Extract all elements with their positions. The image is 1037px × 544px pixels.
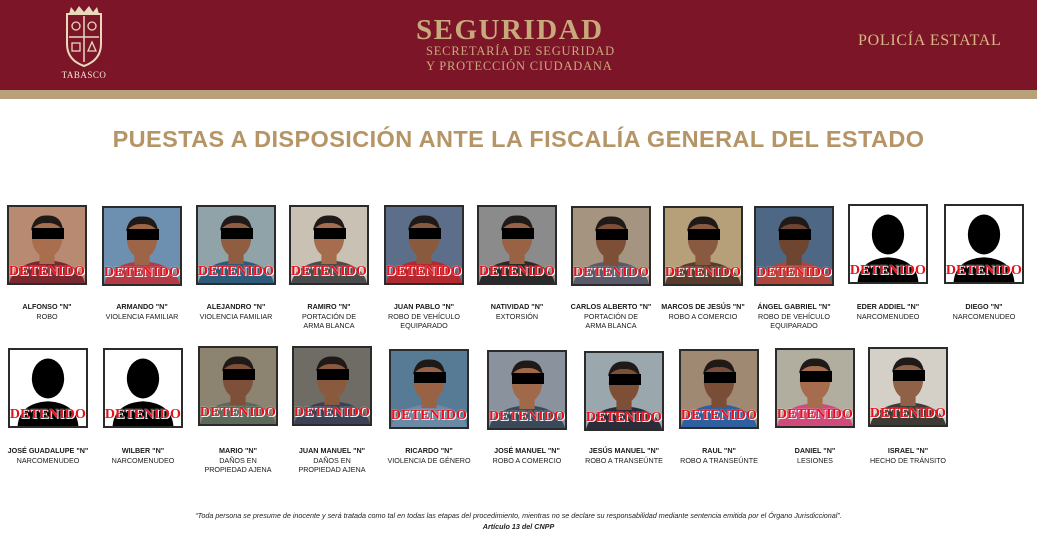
detained-stamp: DETENIDO [197,264,275,279]
detainee-photo [487,350,567,430]
state-name: TABASCO [61,70,107,80]
detainee-charge: PORTACIÓN DE [301,311,357,321]
detained-stamp: DETENIDO [199,405,277,420]
eye-censor-bar [596,229,628,240]
detainee-photo [198,346,278,426]
detainee-charge: PROPIEDAD AJENA [204,465,272,474]
detainee-name: EDER ADDIEL "N" [856,302,920,311]
detainee-name: DANIEL "N" [794,446,836,455]
detainee-charge: VIOLENCIA FAMILIAR [199,311,273,321]
eye-censor-bar [688,229,720,240]
detainee-photo [384,205,464,285]
detained-stamp: DETENIDO [8,264,86,279]
detainee-name: JUAN MANUEL "N" [298,446,366,455]
detained-stamp: DETENIDO [572,265,650,280]
detainee-charge: DAÑOS EN [313,455,351,465]
detainee-name: MARCOS DE JESÚS "N" [661,302,745,311]
detained-stamp: DETENIDO [488,409,566,424]
eye-censor-bar [223,369,255,380]
eye-censor-bar [704,372,736,383]
detainee-photo [944,204,1024,284]
detainee-charge: ROBO A COMERCIO [492,455,562,465]
detainee-photo [103,348,183,428]
eye-censor-bar [779,229,811,240]
detainee-photo [7,205,87,285]
detainee-name: JOSÉ MANUEL "N" [494,446,560,455]
detainee-charge: PROPIEDAD AJENA [298,465,366,474]
detainee-charge: HECHO DE TRÁNSITO [869,455,946,465]
detainee-caption [848,446,968,465]
detainee-name: JESÚS MANUEL "N" [588,446,660,455]
detainee-photo [8,348,88,428]
detainee-caption [924,302,1037,321]
eye-censor-bar [317,369,349,380]
brand-subtitle-line1: SECRETARÍA DE SEGURIDAD [426,44,615,58]
detainee-charge: DAÑOS EN [219,455,257,465]
header-stripe [0,90,1037,99]
eye-censor-bar [409,228,441,239]
detainee-name: RAUL "N" [702,446,736,455]
detainee-photo [289,205,369,285]
eye-censor-bar [512,373,544,384]
detainee-name: ÁNGEL GABRIEL "N" [757,302,831,311]
detained-stamp: DETENIDO [680,408,758,423]
detained-stamp: DETENIDO [293,405,371,420]
detainee-name: JUAN PABLO "N" [393,302,455,311]
detainee-name: DIEGO "N" [965,302,1003,311]
detainee-photo [584,351,664,431]
detainee-photo [848,204,928,284]
detained-stamp: DETENIDO [390,408,468,423]
detained-stamp: DETENIDO [290,264,368,279]
presumption-notice: “Toda persona se presume de inocente y será tratada como tal en todas las etapas del procedimiento, mientras no se declare su responsabilidad mediante sentencia emitida por el Órgano Jurisdiccional”. [195,511,842,520]
detainee-charge: ROBO A TRANSEÚNTE [585,455,663,465]
detainee-photo [775,348,855,428]
detained-stamp: DETENIDO [664,265,742,280]
detainee-name: JOSÉ GUADALUPE "N" [7,446,89,455]
tabasco-crest-icon [61,4,107,68]
detainee-charge: EQUIPARADO [400,321,448,330]
detainee-charge: EXTORSIÓN [495,311,539,321]
detainee-name: WILBER "N" [121,446,165,455]
detainee-photo [679,349,759,429]
detained-stamp: DETENIDO [849,263,927,278]
detainee-charge: ARMA BLANCA [303,321,355,330]
detainee-photo [571,206,651,286]
detainee-photo [196,205,276,285]
detainee-charge: ROBO DE VEHÍCULO [388,311,460,321]
police-unit-label: POLICÍA ESTATAL [858,32,1002,49]
detainee-photo [663,206,743,286]
detainee-name: RAMIRO "N" [307,302,351,311]
detainee-name: ISRAEL "N" [887,446,929,455]
detainee-charge: ROBO A COMERCIO [668,311,738,321]
detainee-photo [754,206,834,286]
detained-stamp: DETENIDO [478,264,556,279]
detainee-name: CARLOS ALBERTO "N" [570,302,652,311]
detainee-name: ARMANDO "N" [116,302,168,311]
detainee-charge: EQUIPARADO [770,321,818,330]
detained-stamp: DETENIDO [776,407,854,422]
legal-article: Artículo 13 del CNPP [482,522,555,531]
detained-stamp: DETENIDO [385,264,463,279]
detainee-charge: NARCOMENUDEO [111,455,175,465]
detainee-name: RICARDO "N" [405,446,453,455]
detainee-charge: ROBO DE VEHÍCULO [758,311,830,321]
detainee-name: ALFONSO "N" [22,302,72,311]
detained-stamp: DETENIDO [103,265,181,280]
detainee-charge: NARCOMENUDEO [952,311,1016,321]
eye-censor-bar [800,371,832,382]
detained-stamp: DETENIDO [869,406,947,421]
detainee-charge: VIOLENCIA FAMILIAR [105,311,179,321]
detainee-name: ALEJANDRO "N" [206,302,266,311]
detained-stamp: DETENIDO [104,407,182,422]
detained-stamp: DETENIDO [585,410,663,425]
eye-censor-bar [502,228,534,239]
detainee-charge: NARCOMENUDEO [16,455,80,465]
brand-subtitle-line2: Y PROTECCIÓN CIUDADANA [426,59,613,73]
detainee-name: MARIO "N" [219,446,257,455]
eye-censor-bar [609,374,641,385]
eye-censor-bar [221,228,253,239]
detainee-charge: ROBO A TRANSEÚNTE [680,455,758,465]
detainee-photo [102,206,182,286]
detained-stamp: DETENIDO [9,407,87,422]
detained-stamp: DETENIDO [945,263,1023,278]
brand-title: SEGURIDAD [416,14,604,46]
detainee-charge: NARCOMENUDEO [856,311,920,321]
detainee-charge: LESIONES [797,455,833,465]
detainee-photo [477,205,557,285]
eye-censor-bar [32,228,64,239]
eye-censor-bar [414,372,446,383]
eye-censor-bar [127,229,159,240]
detained-stamp: DETENIDO [755,265,833,280]
detainee-photo [292,346,372,426]
detainee-charge: ROBO [36,311,58,321]
detainee-name: NATIVIDAD "N" [490,302,544,311]
detainee-charge: ARMA BLANCA [585,321,637,330]
detainee-charge: VIOLENCIA DE GÉNERO [387,455,471,465]
detainee-photo [389,349,469,429]
detainee-photo [868,347,948,427]
eye-censor-bar [314,228,346,239]
detainee-charge: PORTACIÓN DE [583,311,639,321]
eye-censor-bar [893,370,925,381]
page-title: PUESTAS A DISPOSICIÓN ANTE LA FISCALÍA GENERAL DEL ESTADO [112,126,925,152]
